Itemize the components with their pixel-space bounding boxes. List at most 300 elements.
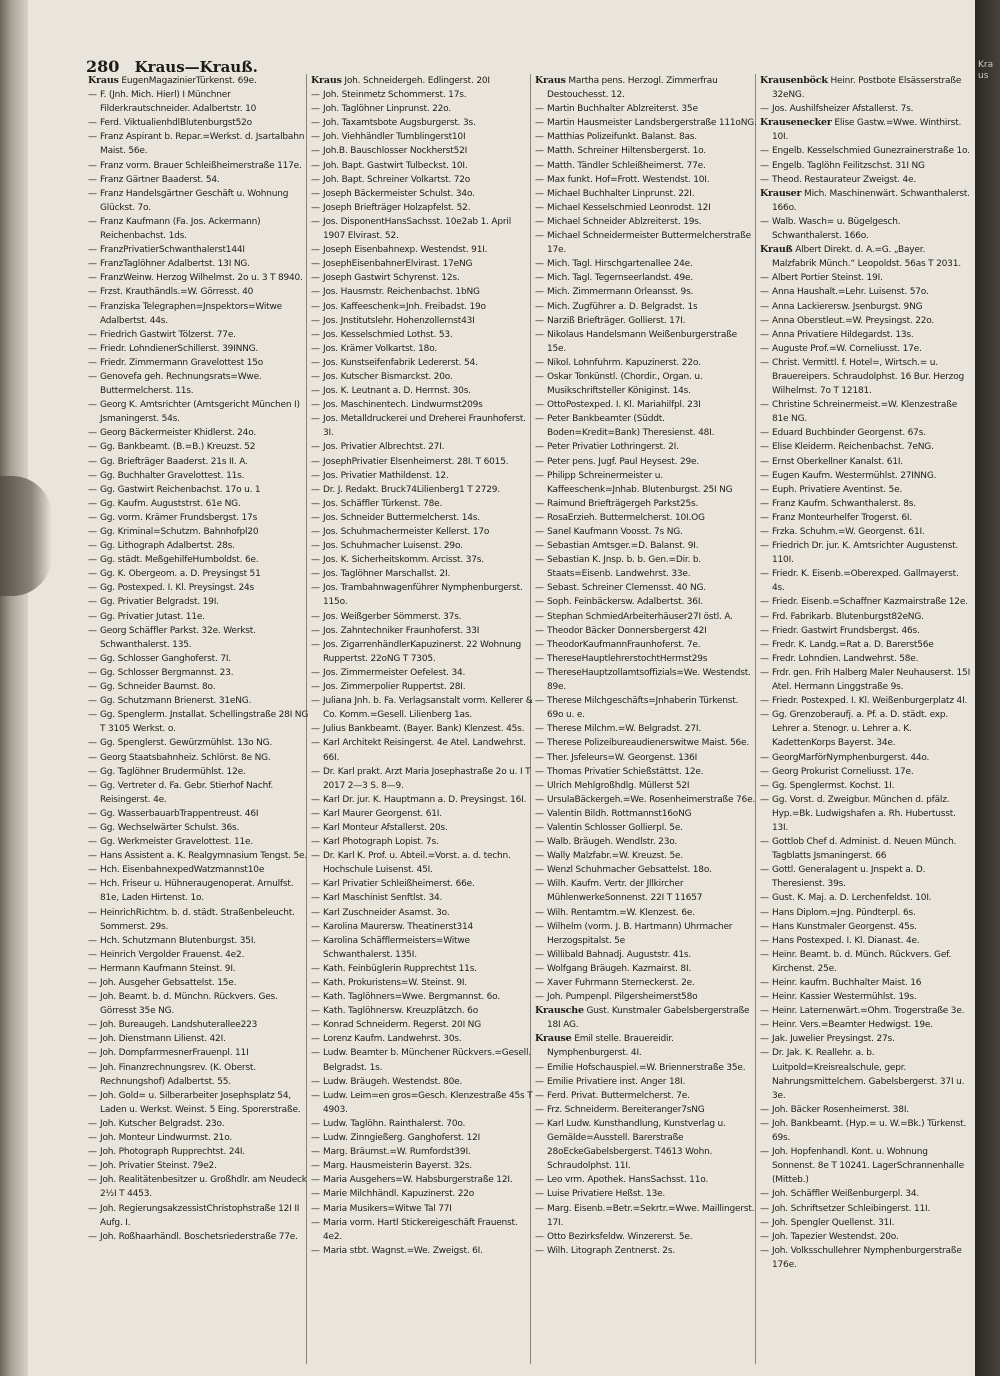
- directory-entry: [88, 553, 310, 567]
- entry-dash: —: [311, 259, 320, 270]
- entry-text: Joh. Schneidergeh. Edlingerst. 20I: [344, 76, 490, 86]
- entry-text: Friedr. K. Eisenb.=Oberexped. Gallmayerst. 4s.: [772, 569, 959, 594]
- entry-text: Hch. Schutzmann Blutenburgst. 35I.: [100, 935, 256, 946]
- entry-text: Peter Bankbeamter (Süddt. Boden=Kredit=Bank) Theresienst. 48I.: [547, 414, 715, 439]
- entry-dash: —: [311, 611, 320, 622]
- entry-text: Heinr. Vers.=Beamter Hedwigst. 19e.: [772, 1020, 933, 1031]
- entry-dash: —: [311, 104, 320, 115]
- directory-entry: [311, 173, 533, 187]
- entry-text: Wilh. Rentamtm.=W. Klenzest. 6e.: [547, 907, 695, 918]
- entry-dash: —: [311, 400, 320, 411]
- entry-dash: —: [760, 1231, 769, 1242]
- entry-dash: —: [311, 1203, 320, 1214]
- entry-text: Joh. Dienstmann Lilienst. 42I.: [100, 1034, 226, 1045]
- directory-entry: [311, 906, 533, 920]
- directory-entry: [535, 398, 757, 412]
- entry-dash: —: [88, 1048, 97, 1059]
- directory-entry: [760, 469, 972, 483]
- entry-dash: —: [88, 118, 97, 129]
- directory-entry: [311, 962, 533, 976]
- directory-entry: [535, 455, 757, 469]
- directory-entry: [760, 863, 972, 891]
- directory-entry: [88, 751, 310, 765]
- entry-dash: —: [88, 992, 97, 1003]
- entry-dash: —: [88, 569, 97, 580]
- directory-entry: [760, 595, 972, 609]
- directory-entry: [535, 1089, 757, 1103]
- directory-entry: [760, 948, 972, 976]
- directory-entry: [535, 497, 757, 511]
- directory-entry: [88, 469, 310, 483]
- directory-entry: [88, 595, 310, 609]
- directory-entry: [760, 1117, 972, 1145]
- entry-dash: —: [535, 357, 544, 368]
- entry-text: Franziska Telegraphen=Jnspektors=Witwe Adalbertst. 44s.: [100, 301, 282, 326]
- directory-entry: [535, 863, 757, 877]
- directory-entry: [760, 159, 972, 173]
- entry-text: Joh.B. Bauschlosser Nockherst52I: [323, 146, 468, 157]
- entry-text: Maria stbt. Wagnst.=We. Zweigst. 6I.: [323, 1245, 483, 1256]
- entry-dash: —: [535, 174, 544, 185]
- entry-dash: —: [311, 414, 320, 425]
- directory-entry: [535, 1244, 757, 1258]
- entry-dash: —: [535, 301, 544, 312]
- entry-text: OttoPostexped. I. Kl. Mariahilfpl. 23I: [547, 400, 701, 411]
- entry-dash: —: [535, 202, 544, 213]
- entry-dash: —: [535, 527, 544, 537]
- directory-entry: [88, 243, 310, 257]
- entry-text: Hans Assistent a. K. Realgymnasium Tengst. 5e.: [100, 851, 308, 862]
- entry-text: Narziß Briefträger. Gollierst. 17I.: [547, 315, 686, 326]
- entry-text: Georg Staatsbahnheiz. Schlörst. 8e NG.: [100, 752, 271, 763]
- entry-text: Juliana Jnh. b. Fa. Verlagsanstalt vorm. Kellerer & Co. Komm.=Gesell. Lilienberg 1as.: [323, 696, 533, 721]
- directory-entry: [535, 751, 757, 765]
- entry-text: Genovefa geh. Rechnungsrats=Wwe. Buttermelcherst. 11s.: [100, 371, 262, 397]
- directory-entry: [311, 187, 533, 201]
- entry-text: Valentin Bildh. Rottmannst16oNG: [547, 808, 692, 819]
- entry-text: Gg. Buchhalter Gravelottest. 11s.: [100, 470, 245, 481]
- entry-text: Georg Schäffler Parkst. 32e. Werkst. Schwanthalerst. 135.: [100, 625, 256, 650]
- entry-text: Jos. K. Leutnant a. D. Herrnst. 30s.: [323, 386, 471, 397]
- entry-dash: —: [88, 978, 97, 988]
- directory-entry: [535, 1202, 757, 1230]
- directory-entry: [311, 469, 533, 483]
- entry-dash: —: [311, 935, 320, 946]
- directory-entry: [311, 934, 533, 962]
- entry-dash: —: [760, 512, 769, 523]
- entry-dash: —: [311, 245, 320, 256]
- entry-text: Georg K. Amtsrichter (Amtsgericht München I) Jsmaningerst. 54s.: [100, 400, 300, 425]
- entry-text: Ludw. Zinngießerg. Ganghoferst. 12I: [323, 1133, 481, 1144]
- entry-dash: —: [760, 301, 769, 312]
- entry-dash: —: [88, 273, 97, 284]
- entry-text: Luise Privatiere Heßst. 13e.: [547, 1189, 666, 1200]
- entry-text: Theod. Restaurateur Zweigst. 4e.: [772, 174, 916, 185]
- entry-text: Emil stelle. Brauereidir. Nymphenburgerst. 4I.: [547, 1034, 674, 1059]
- entry-text: Mich. Tagl. Tegernseerlandst. 49e.: [547, 273, 693, 284]
- entry-text: Martin Buchhalter Ablzreiterst. 35e: [547, 104, 698, 115]
- entry-dash: —: [535, 498, 544, 509]
- directory-entry: [88, 680, 310, 694]
- entry-dash: —: [311, 851, 320, 862]
- entry-text: Maria Musikers=Witwe Tal 77I: [323, 1203, 452, 1214]
- entry-dash: —: [535, 794, 544, 805]
- entry-dash: —: [535, 696, 544, 707]
- entry-text: Nikol. Lohnfuhrm. Kapuzinerst. 22o.: [547, 357, 701, 368]
- entry-text: Martha pens. Herzogl. Zimmerfrau Destouchesst. 12.: [547, 76, 718, 101]
- directory-entry: [535, 948, 757, 962]
- entry-text: Gust. Kunstmaler Gabelsbergerstraße 18I AG.: [547, 1006, 750, 1031]
- entry-text: Hans Kunstmaler Georgenst. 45s.: [772, 921, 917, 932]
- directory-entry: [535, 370, 757, 398]
- entry-dash: —: [760, 160, 769, 171]
- directory-entry: [88, 610, 310, 624]
- entry-text: Joh. Gold= u. Silberarbeiter Josephsplatz 54, Laden u. Werkst. Weinst. 5 Eing. Sporerstraße.: [100, 1090, 301, 1115]
- entry-dash: —: [88, 1034, 97, 1045]
- directory-entry: [88, 736, 310, 750]
- directory-entry: [760, 1004, 972, 1018]
- entry-dash: —: [88, 1203, 97, 1214]
- entry-text: Gg. K. Obergeom. a. D. Preysingst 51: [100, 569, 261, 580]
- entry-text: Valentin Schlosser Gollierpl. 5e.: [547, 822, 683, 833]
- directory-entry: [311, 793, 533, 807]
- directory-entry: [311, 1032, 533, 1046]
- entry-text: Albert Portier Steinst. 19I.: [772, 273, 883, 284]
- entry-text: Jos. Trambahnwagenführer Nymphenburgerst. 115o.: [323, 583, 523, 608]
- entry-text: Joh. Volksschullehrer Nymphenburgerstraße 176e.: [772, 1245, 962, 1270]
- entry-text: Joh. Viehhändler Tumblingerst10I: [323, 132, 466, 143]
- entry-dash: —: [760, 343, 769, 354]
- directory-entry: [535, 595, 757, 609]
- entry-dash: —: [760, 935, 769, 946]
- entry-text: ThereseHauptzollamtsoffizials=We. Westendst. 89e.: [547, 667, 751, 693]
- directory-entry: [760, 1187, 972, 1201]
- entry-text: Therese Polizeibureaudienerswitwe Maist. 56e.: [547, 738, 750, 749]
- entry-text: Sebastian Amtsger.=D. Balanst. 9I.: [547, 541, 699, 552]
- directory-entry: [88, 116, 310, 130]
- entry-text: Jos. Metalldruckerei und Dreherei Fraunhoferst. 3I.: [323, 414, 526, 439]
- entry-text: Joh. Taxamtsbote Augsburgerst. 3s.: [323, 118, 476, 129]
- entry-text: FranzPrivatierSchwanthalerst144I: [100, 245, 245, 256]
- directory-entry: [535, 412, 757, 440]
- entry-text: Heinr. Kassier Westermühlst. 19s.: [772, 992, 917, 1003]
- directory-entry: [760, 793, 972, 835]
- entry-text: Theodor Bäcker Donnersbergerst 42I: [547, 625, 707, 636]
- directory-entry: [88, 1131, 310, 1145]
- directory-entry: [88, 483, 310, 497]
- entry-dash: —: [88, 541, 97, 552]
- directory-entry: [535, 849, 757, 863]
- directory-entry: [535, 1173, 757, 1187]
- entry-text: Joh. Bapt. Gastwirt Tulbeckst. 10I.: [323, 160, 468, 171]
- directory-entry: [88, 539, 310, 553]
- entry-text: Ferd. ViktualienhdlBlutenburgst52o: [100, 118, 252, 129]
- entry-dash: —: [760, 696, 769, 707]
- directory-entry: [760, 835, 972, 863]
- entry-text: Kath. Taglöhners=Wwe. Bergmannst. 6o.: [323, 992, 500, 1003]
- entry-dash: —: [535, 822, 544, 833]
- entry-text: Karl Architekt Reisingerst. 4e Atel. Landwehrst. 66I.: [323, 738, 526, 763]
- directory-entry: [88, 88, 310, 116]
- entry-text: Stephan SchmiedArbeiterhäuser27I östl. A.: [547, 611, 733, 622]
- entry-text: Ludw. Bräugeh. Westendst. 80e.: [323, 1076, 463, 1087]
- directory-entry: [311, 483, 533, 497]
- entry-text: Joh. Finanzrechnungsrev. (K. Oberst. Rechnungshof) Adalbertst. 55.: [100, 1062, 256, 1087]
- entry-text: Dr. Jak. K. Reallehr. a. b. Luitpold=Kreisrealschule, gepr. Nahrungsmittelchem. Gabelsbergerst. 37I u. 3e.: [772, 1048, 965, 1101]
- entry-dash: —: [760, 907, 769, 918]
- entry-text: Therese Milchgeschäfts=Jnhaberin Türkenst. 69o u. e.: [547, 696, 739, 721]
- directory-entry: [311, 328, 533, 342]
- entry-text: Anna Oberstleut.=W. Preysingst. 22o.: [772, 315, 935, 326]
- entry-dash: —: [311, 287, 320, 298]
- entry-dash: —: [760, 780, 769, 791]
- directory-entry: [88, 159, 310, 173]
- running-title: Kraus—Krauß.: [134, 58, 258, 76]
- entry-text: Fredr. Lohndien. Landwehrst. 58e.: [772, 653, 919, 664]
- entry-surname: Krausche: [535, 1005, 584, 1017]
- entry-dash: —: [88, 696, 97, 707]
- directory-entry: [535, 652, 757, 666]
- entry-dash: —: [88, 442, 97, 453]
- entry-text: Gg. Postexped. I. Kl. Preysingst. 24s: [100, 583, 255, 594]
- directory-entry: [535, 610, 757, 624]
- entry-text: Jos. Kutscher Bismarckst. 20o.: [323, 371, 453, 382]
- entry-dash: —: [760, 400, 769, 411]
- entry-text: Mich. Zimmermann Orleansst. 9s.: [547, 287, 694, 298]
- directory-entry: [311, 1089, 533, 1117]
- entry-text: Franz Gärtner Baaderst. 54.: [100, 174, 220, 185]
- directory-entry: [88, 370, 310, 398]
- entry-dash: —: [311, 1147, 320, 1158]
- entry-text: Karolina Schäfflermeisters=Witwe Schwanthalerst. 135I.: [323, 935, 470, 960]
- entry-text: Jos. Zimmermeister Oefelest. 34.: [323, 667, 466, 678]
- directory-entry: [88, 398, 310, 426]
- directory-entry: [311, 1173, 533, 1187]
- directory-entry: [535, 173, 757, 187]
- entry-dash: —: [88, 527, 97, 537]
- directory-entry: [760, 666, 972, 694]
- entry-text: Joseph Eisenbahnexp. Westendst. 91I.: [323, 245, 488, 256]
- entry-text: Konrad Schneiderm. Regerst. 20I NG: [323, 1020, 481, 1031]
- directory-entry: [88, 328, 310, 342]
- entry-text: Jos. DisponentHansSachsst. 10e2ab 1. April 1907 Elvirast. 52.: [323, 216, 511, 242]
- directory-entry: [311, 1018, 533, 1032]
- entry-dash: —: [535, 752, 544, 763]
- entry-dash: —: [88, 780, 97, 791]
- directory-entry: [311, 1004, 533, 1018]
- directory-entry: [311, 215, 533, 243]
- directory-entry: [760, 1103, 972, 1117]
- entry-text: Gg. Grenzoberaufj. a. Pf. a. D. städt. exp. Lehrer a. Stenogr. u. Lehrer a. K. KadettenKorps Bayerst. 34e.: [772, 710, 949, 749]
- directory-entry: [311, 130, 533, 144]
- directory-entry: [88, 1061, 310, 1089]
- entry-text: Christ. Vermittl. f. Hotel=, Wirtsch.= u. Brauereipers. Schraudolphst. 16 Bur. Herzog Wilhelmst. 7o T 12181.: [772, 357, 965, 397]
- entry-dash: —: [535, 315, 544, 326]
- entry-dash: —: [760, 992, 769, 1003]
- entry-text: Kath. Prokuristens=W. Steinst. 9I.: [323, 978, 467, 988]
- directory-entry: [311, 159, 533, 173]
- directory-entry: [88, 1173, 310, 1201]
- entry-text: Gg. Gastwirt Reichenbachst. 17o u. 1: [100, 484, 261, 495]
- directory-entry: [311, 638, 533, 666]
- entry-dash: —: [88, 1118, 97, 1129]
- entry-dash: —: [88, 625, 97, 636]
- entry-text: Gg. Schlosser Bergmannst. 23.: [100, 667, 234, 678]
- entry-dash: —: [88, 1062, 97, 1073]
- directory-column-4: [760, 74, 972, 1374]
- entry-dash: —: [88, 1133, 97, 1144]
- entry-dash: —: [88, 188, 97, 199]
- directory-entry: [311, 102, 533, 116]
- entry-dash: —: [535, 963, 544, 974]
- directory-entry: [760, 1018, 972, 1032]
- entry-dash: —: [311, 963, 320, 974]
- entry-text: Gg. Briefträger Baaderst. 21s II. A.: [100, 456, 248, 467]
- entry-text: Joh. Bankbeamt. (Hyp.= u. W.=Bk.) Türkenst. 69s.: [772, 1118, 967, 1144]
- directory-entry: [88, 835, 310, 849]
- directory-entry: [311, 314, 533, 328]
- entry-dash: —: [311, 273, 320, 284]
- directory-entry: [760, 906, 972, 920]
- directory-entry: [88, 849, 310, 863]
- directory-entry: [535, 835, 757, 849]
- entry-dash: —: [88, 822, 97, 833]
- entry-text: Maria Ausgehers=W. Habsburgerstraße 12I.: [323, 1175, 513, 1186]
- entry-text: Hch. EisenbahnexpedWatzmannst10e: [100, 865, 265, 876]
- directory-entry: [88, 74, 310, 88]
- entry-dash: —: [311, 907, 320, 918]
- entry-dash: —: [535, 780, 544, 791]
- entry-text: Eduard Buchbinder Georgenst. 67s.: [772, 428, 926, 439]
- entry-dash: —: [88, 583, 97, 594]
- entry-text: Gg. Kriminal=Schutzm. Bahnhofpl20: [100, 527, 259, 537]
- entry-text: Gg. Spenglerm. Jnstallat. Schellingstraße 28I NG T 3105 Werkst. o.: [100, 710, 309, 735]
- entry-text: Gg. Werkmeister Gravelottest. 11e.: [100, 837, 253, 848]
- entry-dash: —: [535, 992, 544, 1003]
- directory-entry: [311, 455, 533, 469]
- entry-dash: —: [88, 301, 97, 312]
- directory-entry: [88, 990, 310, 1018]
- entry-dash: —: [311, 343, 320, 354]
- directory-entry: [311, 384, 533, 398]
- entry-text: Hans Postexped. I. Kl. Dianast. 4e.: [772, 935, 920, 946]
- directory-entry: [535, 130, 757, 144]
- directory-entry: [311, 271, 533, 285]
- entry-text: Wenzl Schuhmacher Gebsattelst. 18o.: [547, 865, 712, 876]
- entry-dash: —: [760, 569, 769, 580]
- entry-dash: —: [311, 625, 320, 636]
- directory-entry: [760, 934, 972, 948]
- entry-dash: —: [760, 1203, 769, 1214]
- directory-entry: [311, 539, 533, 553]
- directory-entry: [760, 243, 972, 271]
- entry-dash: —: [535, 512, 544, 523]
- directory-entry: [88, 666, 310, 680]
- entry-dash: —: [535, 1189, 544, 1200]
- entry-text: GeorgMarförNymphenburgerst. 44o.: [772, 752, 930, 763]
- entry-text: Auguste Prof.=W. Corneliusst. 17e.: [772, 343, 922, 354]
- entry-dash: —: [311, 456, 320, 467]
- entry-text: Dr. J. Redakt. Bruck74Lilienberg1 T 2729.: [323, 484, 500, 495]
- entry-dash: —: [311, 470, 320, 481]
- entry-text: Friedr. LohndienerSchillerst. 39INNG.: [100, 343, 259, 354]
- entry-text: Frz. Schneiderm. Bereiteranger7sNG: [547, 1104, 705, 1115]
- entry-dash: —: [535, 146, 544, 157]
- entry-text: Wilh. Litograph Zentnerst. 2s.: [547, 1245, 675, 1256]
- entry-dash: —: [535, 1118, 544, 1129]
- directory-entry: [311, 567, 533, 581]
- directory-entry: [311, 736, 533, 764]
- entry-dash: —: [535, 188, 544, 199]
- directory-entry: [760, 652, 972, 666]
- directory-entry: [311, 511, 533, 525]
- entry-text: Raimund Briefträgergeh Parkst25s.: [547, 498, 699, 509]
- directory-entry: [311, 722, 533, 736]
- entry-text: Soph. Feinbäckersw. Adalbertst. 36I.: [547, 597, 703, 608]
- directory-entry: [535, 976, 757, 990]
- entry-dash: —: [311, 1076, 320, 1087]
- entry-dash: —: [760, 287, 769, 298]
- entry-text: Philipp Schreinermeister u. Kaffeeschenk=Jnhab. Blutenburgst. 25I NG: [547, 470, 733, 495]
- directory-entry: [760, 891, 972, 905]
- entry-text: Dr. Karl K. Prof. u. Abteil.=Vorst. a. d. techn. Hochschule Luisenst. 45I.: [323, 851, 511, 876]
- entry-text: Wolfgang Bräugeh. Kazmairst. 8I.: [547, 963, 692, 974]
- entry-text: TheodorKaufmannFraunhoferst. 7e.: [547, 639, 701, 650]
- entry-dash: —: [88, 428, 97, 439]
- entry-dash: —: [760, 639, 769, 650]
- entry-text: FranzTaglöhner Adalbertst. 13I NG.: [100, 259, 250, 270]
- entry-text: Joh. Pumpenpl. Pilgersheimerst58o: [547, 992, 698, 1003]
- directory-entry: [760, 285, 972, 299]
- entry-dash: —: [760, 921, 769, 932]
- entry-dash: —: [535, 231, 544, 242]
- directory-entry: [311, 1117, 533, 1131]
- directory-entry: [88, 934, 310, 948]
- directory-entry: [311, 412, 533, 440]
- entry-dash: —: [760, 893, 769, 904]
- entry-text: Joh. Roßhaarhändl. Boschetsriederstraße 77e.: [100, 1231, 298, 1242]
- directory-entry: [760, 920, 972, 934]
- directory-entry: [760, 610, 972, 624]
- entry-text: Frzka. Schuhm.=W. Georgenst. 61I.: [772, 527, 925, 537]
- directory-entry: [535, 328, 757, 356]
- directory-column-1: [88, 74, 310, 1374]
- entry-dash: —: [88, 484, 97, 495]
- entry-text: Frzst. Krauthändls.=W. Görresst. 40: [100, 287, 254, 298]
- entry-text: Anna Haushalt.=Lehr. Luisenst. 57o.: [772, 287, 929, 298]
- entry-text: Karolina Maurersw. Theatinerst314: [323, 921, 474, 932]
- entry-dash: —: [535, 1175, 544, 1186]
- entry-dash: —: [535, 456, 544, 467]
- entry-dash: —: [311, 315, 320, 326]
- entry-text: Marg. Eisenb.=Betr.=Sekrtr.=Wwe. Maillingerst. 17I.: [547, 1203, 755, 1228]
- directory-entry: [311, 835, 533, 849]
- entry-dash: —: [311, 921, 320, 932]
- directory-entry: [311, 694, 533, 722]
- entry-dash: —: [88, 329, 97, 340]
- entry-text: Gg. Privatier Belgradst. 19I.: [100, 597, 219, 608]
- entry-text: Marie Milchhändl. Kapuzinerst. 22o: [323, 1189, 475, 1200]
- entry-dash: —: [760, 1245, 769, 1256]
- directory-entry: [311, 920, 533, 934]
- entry-text: F. (Jnh. Mich. Hierl) I Münchner Filderkrautschneider. Adalbertstr. 10: [100, 90, 257, 115]
- entry-dash: —: [311, 682, 320, 693]
- entry-text: Friedrich Gastwirt Tölzerst. 77e.: [100, 329, 236, 340]
- entry-text: Mich. Zugführer a. D. Belgradst. 1s: [547, 301, 698, 312]
- entry-dash: —: [88, 1231, 97, 1242]
- directory-entry: [760, 187, 972, 215]
- entry-dash: —: [88, 682, 97, 693]
